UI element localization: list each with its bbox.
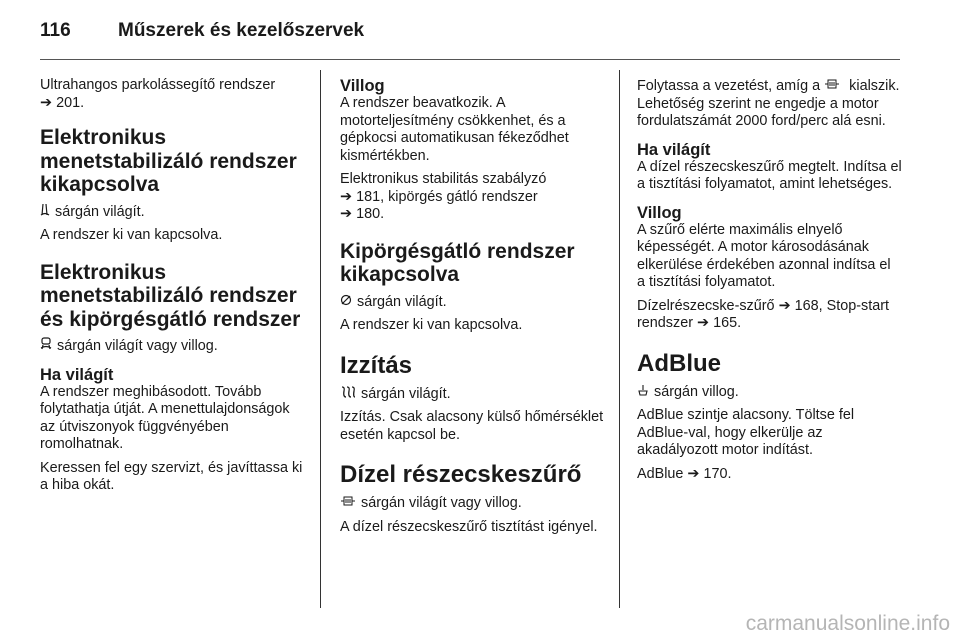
- section-heading: Elektronikus menetstabilizáló rendszer és kipörgésgátló rendszer: [40, 260, 301, 331]
- page-header: [40, 20, 900, 46]
- header-rule: [40, 59, 900, 60]
- page-number: 116: [40, 20, 71, 41]
- text: Dízelrészecske-szűrő: [637, 297, 775, 314]
- paragraph: A rendszer ki van kapcsolva.: [340, 317, 523, 333]
- column-3: [637, 77, 902, 489]
- page-ref[interactable]: 201.: [56, 94, 85, 111]
- column-divider: [320, 70, 321, 608]
- section-heading: Izzítás: [340, 351, 413, 379]
- page-ref-arrow-icon: ➔: [697, 315, 710, 331]
- paragraph: A dízel részecskeszűrő tisztítást igényel.: [340, 518, 598, 535]
- text: Ultrahangos parkolássegítő rendszer: [40, 77, 276, 93]
- paragraph: A dízel részecskeszűrő megtelt. Indítsa el a tisztítási folyamatot, amint lehetséges.: [637, 158, 902, 192]
- page-ref[interactable]: 180.: [356, 206, 385, 222]
- paragraph: [637, 466, 902, 484]
- column-1: [40, 77, 305, 501]
- paragraph: [340, 494, 605, 513]
- diesel-particle-filter-icon: [340, 494, 356, 512]
- text: sárgán világít.: [55, 203, 145, 220]
- page-ref[interactable]: 181, kipörgés gátló rendszer: [356, 188, 538, 205]
- column-2: [340, 77, 605, 542]
- text: sárgán világít.: [357, 293, 447, 310]
- paragraph: [340, 385, 605, 404]
- section-heading: AdBlue: [637, 349, 721, 377]
- paragraph: A rendszer beavatkozik. A motorteljesítmény csökkenhet, és a gépkocsi automatikusan fékeződhet kismértékben.: [340, 95, 569, 164]
- traction-control-off-icon: [340, 293, 352, 311]
- paragraph: A rendszer ki van kapcsolva.: [40, 227, 223, 243]
- paragraph: [40, 337, 305, 356]
- section-heading: Kipörgésgátló rendszer kikapcsolva: [340, 239, 575, 286]
- text: kialszik. Lehetőség szerint ne engedje a motor fordulatszámát 2000 ford/perc alá esni.: [637, 78, 900, 129]
- section-heading: Elektronikus menetstabilizáló rendszer kikapcsolva: [40, 126, 297, 196]
- paragraph: [40, 77, 305, 112]
- paragraph: A szűrő elérte maximális elnyelő képességét. A motor károsodásának elkerülése érdekében azonnal indítsa el a tisztítási folyamatot.: [637, 221, 891, 290]
- text: sárgán világít vagy villog.: [361, 495, 522, 511]
- section-heading: Dízel részecskeszűrő: [340, 461, 582, 488]
- paragraph: [340, 171, 605, 224]
- subheading: Villog: [637, 203, 682, 222]
- paragraph: Keressen fel egy szervizt, és javíttassa ki a hiba okát.: [40, 459, 303, 493]
- diesel-particle-filter-icon: [824, 77, 840, 95]
- page-ref-arrow-icon: ➔: [340, 188, 353, 205]
- page-ref[interactable]: 170.: [703, 465, 732, 482]
- subheading: Villog: [340, 77, 385, 95]
- text: sárgán villog.: [654, 383, 739, 400]
- paragraph: [637, 77, 902, 131]
- paragraph: AdBlue szintje alacsony. Töltse fel AdBlue-val, hogy elkerülje az akadályozott motor indítást.: [637, 407, 855, 458]
- text: sárgán világít.: [361, 385, 451, 402]
- chapter-title: Műszerek és kezelőszervek: [118, 20, 365, 41]
- watermark: carmanualsonline.info: [745, 612, 950, 635]
- page-ref-arrow-icon: ➔: [40, 94, 53, 111]
- paragraph: Izzítás. Csak alacsony külső hőmérséklet esetén kapcsol be.: [340, 409, 604, 443]
- text: sárgán világít vagy villog.: [57, 338, 218, 354]
- text: Elektronikus stabilitás szabályzó: [340, 171, 547, 187]
- text: AdBlue: [637, 465, 684, 482]
- paragraph: [340, 293, 605, 312]
- subheading: Ha világít: [40, 365, 114, 384]
- paragraph: [637, 383, 902, 402]
- page-ref-arrow-icon: ➔: [687, 465, 700, 482]
- page-ref[interactable]: 165.: [713, 315, 742, 331]
- paragraph: [40, 203, 305, 222]
- preheating-coil-icon: [340, 385, 356, 403]
- paragraph: [637, 298, 902, 333]
- subheading: Ha világít: [637, 140, 711, 159]
- column-divider: [619, 70, 620, 608]
- adblue-icon: [637, 383, 649, 401]
- page-ref-arrow-icon: ➔: [340, 206, 353, 222]
- esp-tc-icon: [40, 337, 52, 355]
- page-ref[interactable]: 168, Stop-start rendszer: [637, 297, 890, 331]
- esp-off-icon: [40, 203, 50, 221]
- paragraph: A rendszer meghibásodott. Tovább folytathatja útját. A menettulajdonságok az útviszonyok függvényében romolhatnak.: [40, 383, 290, 452]
- page-ref-arrow-icon: ➔: [778, 297, 791, 314]
- text: Folytassa a vezetést, amíg a: [637, 78, 821, 94]
